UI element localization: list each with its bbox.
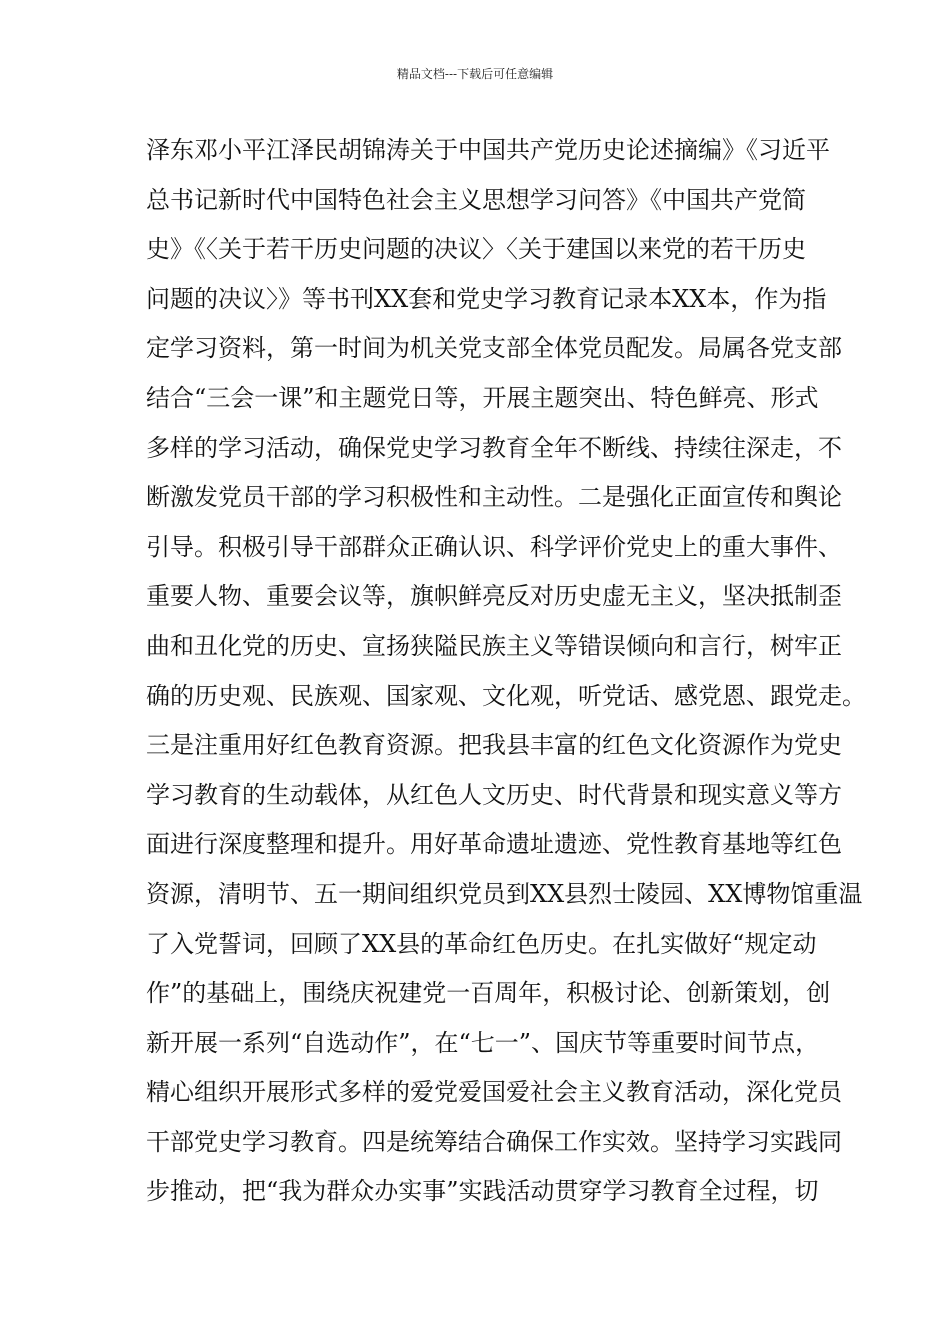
text-line: 干部党史学习教育。四是统筹结合确保工作实效。坚持学习实践同 [146, 1127, 842, 1156]
text-line: 学习教育的生动载体，从红色人文历史、时代背景和现实意义等方 [146, 780, 842, 809]
text-line: 了入党誓词，回顾了XX县的革命红色历史。在扎实做好“规定动 [146, 929, 817, 958]
text-line: 面进行深度整理和提升。用好革命遗址遗迹、党性教育基地等红色 [146, 830, 842, 859]
text-line: 泽东邓小平江泽民胡锦涛关于中国共产党历史论述摘编》《习近平 [146, 136, 830, 164]
text-line: 三是注重用好红色教育资源。把我县丰富的红色文化资源作为党史 [146, 731, 842, 760]
text-line: 多样的学习活动，确保党史学习教育全年不断线、持续往深走，不 [146, 433, 842, 462]
text-line: 引导。积极引导干部群众正确认识、科学评价党史上的重大事件、 [146, 532, 842, 561]
text-line: 作”的基础上，围绕庆祝建党一百周年，积极讨论、创新策划，创 [146, 979, 831, 1008]
text-line: 问题的决议〉》等书刊XX套和党史学习教育记录本XX本，作为指 [146, 284, 827, 313]
text-line: 断激发党员干部的学习积极性和主动性。二是强化正面宣传和舆论 [146, 483, 842, 512]
text-line: 史》《〈关于若干历史问题的决议〉〈关于建国以来党的若干历史 [146, 235, 806, 264]
text-line: 新开展一系列“自选动作”，在“七一”、国庆节等重要时间节点， [146, 1028, 820, 1057]
text-line: 曲和丑化党的历史、宣扬狭隘民族主义等错误倾向和言行，树牢正 [146, 631, 842, 660]
text-line: 重要人物、重要会议等，旗帜鲜亮反对历史虚无主义，坚决抵制歪 [146, 582, 842, 611]
body-text [146, 126, 866, 1217]
text-line: 步推动，把“我为群众办实事”实践活动贯穿学习教育全过程，切 [146, 1177, 819, 1206]
text-line: 资源，清明节、五一期间组织党员到XX县烈士陵园、XX博物馆重温 [146, 879, 863, 908]
page-header: 精品文档---下载后可任意编辑 [396, 67, 554, 81]
text-line: 结合“三会一课”和主题党日等，开展主题突出、特色鲜亮、形式 [146, 383, 819, 412]
text-line: 定学习资料，第一时间为机关党支部全体党员配发。局属各党支部 [146, 334, 842, 363]
text-line: 确的历史观、民族观、国家观、文化观，听党话、感党恩、跟党走。 [146, 681, 866, 710]
text-line: 精心组织开展形式多样的爱党爱国爱社会主义教育活动，深化党员 [146, 1078, 842, 1107]
text-line: 总书记新时代中国特色社会主义思想学习问答》《中国共产党简 [146, 185, 806, 214]
